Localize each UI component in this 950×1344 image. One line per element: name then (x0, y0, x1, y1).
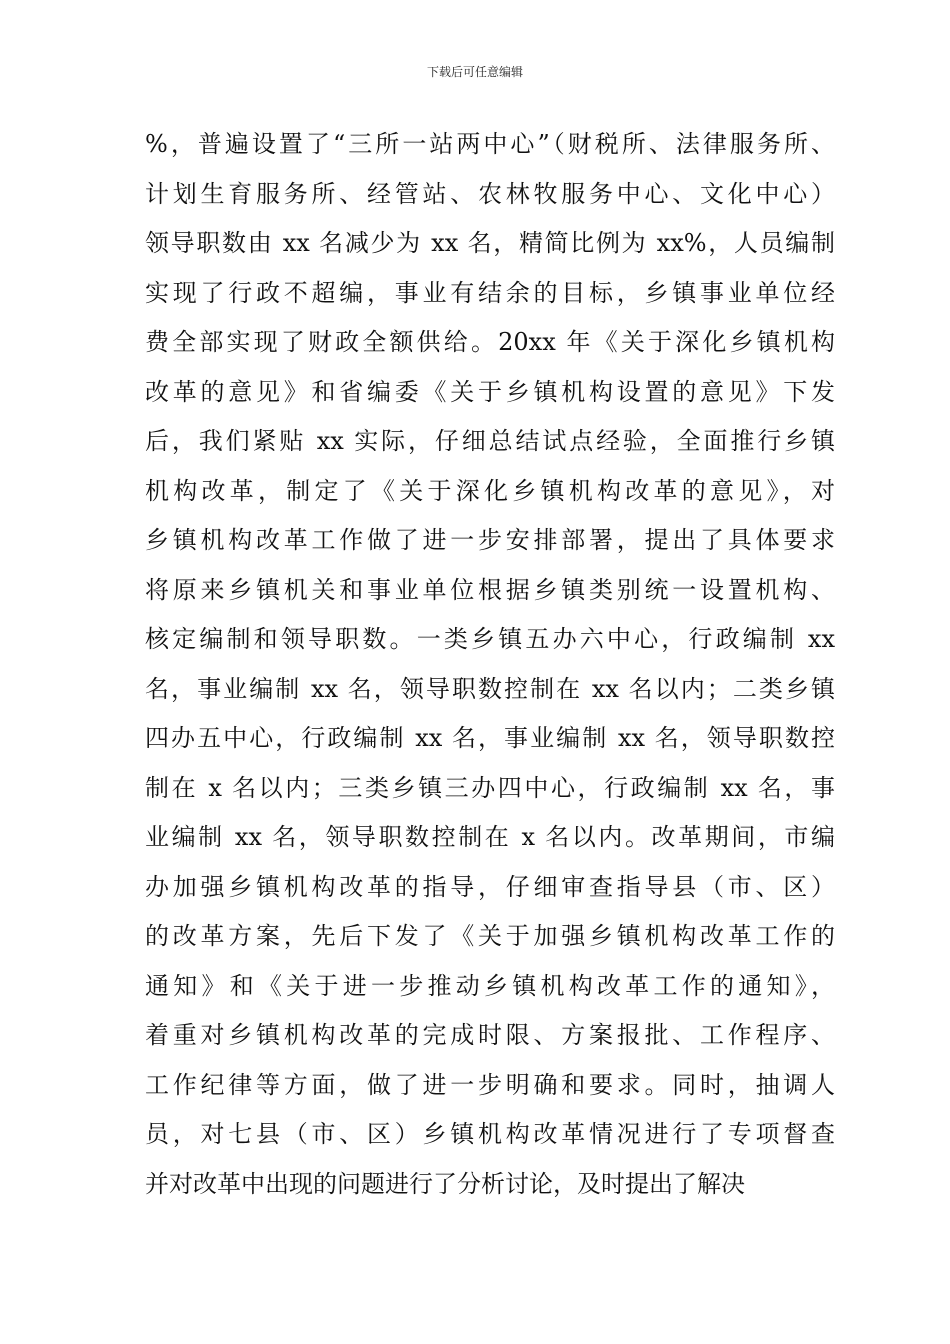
text-line: 领导职数由 xx 名减少为 xx 名，精简比例为 xx%，人员编制 (145, 229, 835, 257)
text-line: 后，我们紧贴 xx 实际，仔细总结试点经验，全面推行乡镇 (145, 427, 835, 455)
text-line: 的改革方案，先后下发了《关于加强乡镇机构改革工作的 (145, 922, 835, 950)
text-line: 费全部实现了财政全额供给。20xx 年《关于深化乡镇机构 (145, 328, 835, 356)
text-line: 着重对乡镇机构改革的完成时限、方案报批、工作程序、 (145, 1021, 835, 1049)
text-line: %，普遍设置了“三所一站两中心”（财税所、法律服务所、 (145, 130, 835, 158)
text-line: 并对改革中出现的问题进行了分析讨论，及时提出了解决 (145, 1169, 745, 1198)
text-line: 业编制 xx 名，领导职数控制在 x 名以内。改革期间，市编 (145, 823, 835, 851)
text-line: 名，事业编制 xx 名，领导职数控制在 xx 名以内；二类乡镇 (145, 674, 835, 703)
text-line: 通知》和《关于进一步推动乡镇机构改革工作的通知》， (145, 971, 835, 1000)
text-line: 实现了行政不超编，事业有结余的目标，乡镇事业单位经 (145, 278, 835, 307)
text-line: 机构改革，制定了《关于深化乡镇机构改革的意见》，对 (145, 476, 835, 505)
text-line: 将原来乡镇机关和事业单位根据乡镇类别统一设置机构、 (145, 575, 835, 604)
text-line: 核定编制和领导职数。一类乡镇五办六中心，行政编制 xx (145, 625, 835, 653)
text-line: 计划生育服务所、经管站、农林牧服务中心、文化中心） (145, 179, 835, 208)
text-line: 制在 x 名以内；三类乡镇三办四中心，行政编制 xx 名，事 (145, 773, 835, 802)
text-line: 改革的意见》和省编委《关于乡镇机构设置的意见》下发 (145, 377, 835, 406)
body-text (145, 129, 835, 1218)
text-line: 工作纪律等方面，做了进一步明确和要求。同时，抽调人 (145, 1070, 835, 1099)
page-header: 下载后可任意编辑 (426, 65, 523, 79)
text-line: 乡镇机构改革工作做了进一步安排部署，提出了具体要求 (145, 526, 835, 554)
text-line: 员，对七县（市、区）乡镇机构改革情况进行了专项督查 (145, 1120, 835, 1148)
text-line: 办加强乡镇机构改革的指导，仔细审查指导县（市、区） (145, 872, 835, 901)
text-line: 四办五中心，行政编制 xx 名，事业编制 xx 名，领导职数控 (145, 724, 835, 752)
